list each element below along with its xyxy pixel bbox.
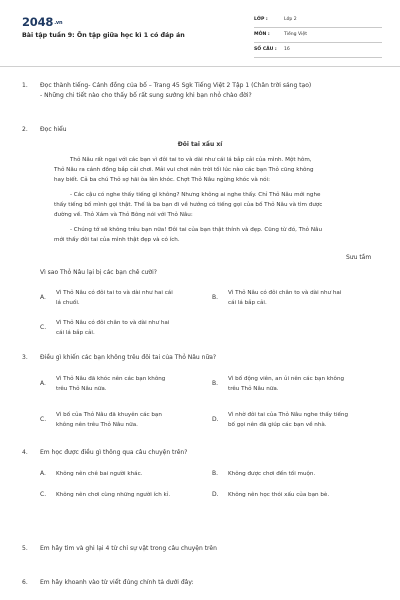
meta-row-question-count xyxy=(254,43,382,58)
option-letter[interactable]: D. xyxy=(212,491,219,498)
meta-label: SỐ CÂU : xyxy=(254,47,277,52)
option-text[interactable]: Vì Thỏ Nâu đã khóc nên các bạn không xyxy=(56,376,166,382)
option-text[interactable]: Vì Thỏ Nâu có đôi chân to và dài như hai xyxy=(228,290,342,296)
option-text[interactable]: cái lá bắp cải. xyxy=(56,330,95,336)
option-text[interactable]: cái lá bắp cải. xyxy=(228,300,267,306)
option-text[interactable]: lá chuối. xyxy=(56,300,80,306)
meta-row-class xyxy=(254,13,382,28)
story-line: - Các cậu có nghe thấy tiếng gì không? Nhưng không ai nghe thấy. Chỉ Thỏ Nâu mới nghe xyxy=(70,192,321,198)
option-letter[interactable]: A. xyxy=(40,294,46,301)
story-line: hay biết. Cả ba chú Thỏ sợ hãi òa lên khóc. Chợt Thỏ Nâu ngừng khóc và nói: xyxy=(54,177,270,183)
logo-suffix: .vn xyxy=(54,20,63,26)
question-number: 4. xyxy=(22,449,28,456)
story-line: - Chúng tớ sẽ không trêu bạn nữa! Đôi tai của bạn thật thính và đẹp. Cũng từ đó, Thỏ Nâu xyxy=(70,227,323,233)
site-logo[interactable] xyxy=(22,15,62,29)
story-line: thấy tiếng bố mình gọi thật. Thế là ba bạn đi về hướng có tiếng gọi của bố Thỏ Nâu và tìm được xyxy=(54,202,323,208)
story-line: Thỏ Nâu ra cánh đồng bắp cải chơi. Mải vui chơi nên trời tối lúc nào các bạn Thỏ cũng không xyxy=(54,167,314,173)
option-letter[interactable]: C. xyxy=(40,491,47,498)
option-letter[interactable]: B. xyxy=(212,294,219,301)
option-text[interactable]: Không nên học thói xấu của bạn bè. xyxy=(228,492,330,498)
story-line: đường về. Thỏ Xám và Thỏ Bông nói với Thỏ Nâu: xyxy=(54,212,193,218)
question-number: 1. xyxy=(22,82,28,89)
question-2-prompt: Vì sao Thỏ Nâu lại bị các bạn chê cười? xyxy=(40,269,157,276)
meta-value: Tiếng Việt xyxy=(284,32,307,37)
option-text[interactable]: Vì Thỏ Nâu có đôi chân to và dài như hai xyxy=(56,320,170,326)
question-number: 3. xyxy=(22,354,28,361)
option-text[interactable]: Không nên chê bai người khác. xyxy=(56,471,143,477)
question-1-line-1: Đọc thành tiếng- Cánh đồng của bố – Trang 45 Sgk Tiếng Việt 2 Tập 1 (Chân trời sáng tạo) xyxy=(40,82,312,89)
page-title: Bài tập tuần 9: Ôn tập giữa học kì 1 có đáp án xyxy=(22,32,185,39)
question-2-label: Đọc hiểu xyxy=(40,126,67,133)
question-number: 5. xyxy=(22,545,28,552)
logo-text: 2048 xyxy=(22,15,54,29)
option-letter[interactable]: A. xyxy=(40,470,46,477)
option-text[interactable]: Không được chơi đến tối muộn. xyxy=(228,471,316,477)
question-number: 2. xyxy=(22,126,28,133)
question-5-prompt: Em hãy tìm và ghi lại 4 từ chỉ sự vật trong câu chuyện trên xyxy=(40,545,217,552)
meta-value: 16 xyxy=(284,47,290,52)
question-number: 6. xyxy=(22,579,28,586)
header-divider xyxy=(0,66,400,67)
meta-label: MÔN : xyxy=(254,32,270,37)
story-line: Thỏ Nâu rất ngại với các bạn vì đôi tai to và dài như cái lá bắp cải của mình. Một hôm, xyxy=(70,157,312,163)
question-3-prompt: Điều gì khiến các bạn không trêu đôi tai của Thỏ Nâu nữa? xyxy=(40,354,217,361)
meta-value: Lớp 2 xyxy=(284,17,297,22)
question-4-prompt: Em học được điều gì thông qua câu chuyện trên? xyxy=(40,449,188,456)
story-line: mới thấy đôi tai của mình thật đẹp và có ích. xyxy=(54,237,180,243)
option-text[interactable]: bố gọi nên đã giúp các bạn về nhà. xyxy=(228,422,327,428)
story-title: Đôi tai xấu xí xyxy=(177,141,223,148)
question-6-prompt: Em hãy khoanh vào từ viết đúng chính tả dưới đây: xyxy=(40,579,194,586)
option-text[interactable]: Vì nhờ đôi tai của Thỏ Nâu nghe thấy tiếng xyxy=(228,412,349,418)
story-source: Sưu tầm xyxy=(346,254,372,261)
page-header xyxy=(0,0,400,66)
question-1-line-2: - Những chi tiết nào cho thấy bố rất sung sướng khi bạn nhỏ chào đời? xyxy=(40,92,252,99)
meta-label: LỚP : xyxy=(254,17,268,22)
option-letter[interactable]: C. xyxy=(40,324,47,331)
option-letter[interactable]: A. xyxy=(40,380,46,387)
meta-row-subject xyxy=(254,28,382,43)
meta-box xyxy=(254,13,382,58)
option-text[interactable]: Vì bố động viên, an ủi nên các bạn không xyxy=(228,376,345,382)
option-text[interactable]: Vì Thỏ Nâu có đôi tai to và dài như hai cái xyxy=(56,290,173,296)
option-letter[interactable]: B. xyxy=(212,470,219,477)
option-letter[interactable]: D. xyxy=(212,416,219,423)
option-text[interactable]: trêu Thỏ Nâu nữa. xyxy=(228,386,279,392)
option-text[interactable]: Không nên chơi cùng những người ích kỉ. xyxy=(56,492,171,498)
option-letter[interactable]: B. xyxy=(212,380,219,387)
option-text[interactable]: Vì bố của Thỏ Nâu đã khuyên các bạn xyxy=(56,412,162,418)
option-text[interactable]: trêu Thỏ Nâu nữa. xyxy=(56,386,107,392)
option-text[interactable]: không nên trêu Thỏ Nâu nữa. xyxy=(56,422,138,428)
option-letter[interactable]: C. xyxy=(40,416,47,423)
